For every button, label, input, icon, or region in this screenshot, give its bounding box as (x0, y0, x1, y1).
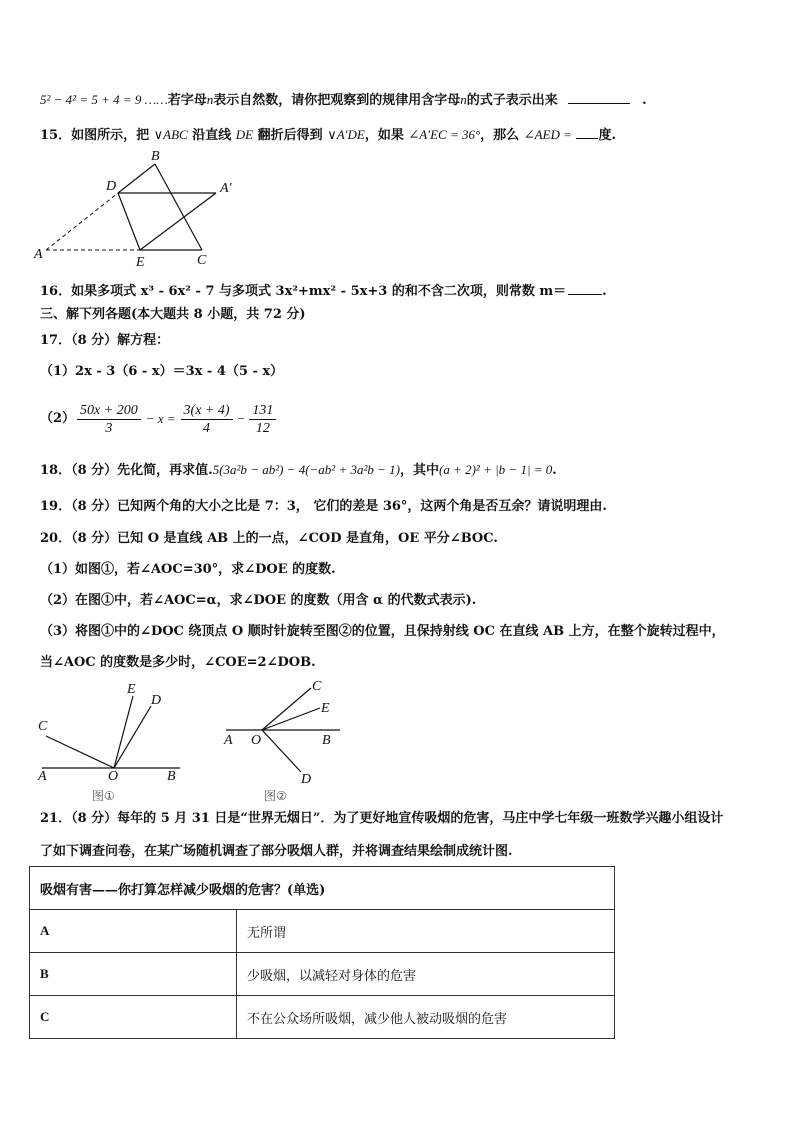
fig20-2-ray-oc (262, 688, 311, 730)
q15-question (40, 124, 616, 145)
q18-score: （8 分） (71, 463, 118, 478)
fig20-1-label-c: C (38, 719, 48, 734)
survey-row-c-value: 不在公众场所吸烟，减少他人被动吸烟的危害 (237, 996, 615, 1039)
q15-angle-question: ∠AED = (523, 127, 572, 142)
q15-answer-blank[interactable] (576, 124, 598, 139)
survey-row-a (30, 910, 615, 953)
q15-text3: 翻折后得到 (257, 128, 323, 143)
q15-angle-condition: ∠A′EC = 36° (408, 127, 481, 142)
q17-part1-label: （1） (40, 364, 76, 379)
q14-text-end: 的式子表示出来 (466, 93, 558, 108)
fig20-1-label-d: D (151, 693, 162, 708)
fig20-figure1 (30, 676, 200, 806)
q16-answer-blank[interactable] (568, 280, 602, 295)
q15-text2: 沿直线 (192, 128, 232, 143)
q18-text: 先化简，再求值. (117, 463, 213, 478)
q19-question (40, 498, 607, 516)
q20-part1: （1）如图①，若∠AOC=30°，求∠DOE 的度数. (40, 562, 336, 577)
q15-triangle-abc: ∨ABC (153, 127, 188, 142)
q20-part3-line1: （3）将图①中的∠DOC 绕顶点 O 顺时针旋转至图②的位置，且保持射线 OC 在直线 AB 上方，在整个旋转过程中， (40, 624, 725, 639)
fig20-2-ray-od (262, 730, 301, 772)
q17-frac3-num: 131 (249, 402, 276, 420)
survey-row-b-key: B (30, 953, 237, 996)
q16-number: 16． (40, 284, 72, 299)
q18-question (40, 461, 557, 480)
q19-number: 19． (40, 499, 72, 514)
q17-part2-mid: − x = (145, 411, 176, 426)
q15-text4: ，如果 (364, 128, 404, 143)
q17-frac1-num: 50x + 200 (77, 402, 141, 420)
q15-triangle-a-prime: ∨A′DE (327, 127, 365, 142)
q17-frac2-den: 4 (203, 420, 211, 436)
q17-frac1 (77, 402, 141, 437)
q18-text2: ，其中 (399, 463, 439, 478)
fig20-2-label-e: E (321, 701, 330, 716)
q14-var: n (206, 92, 214, 107)
fig20-2-label-o: O (251, 733, 262, 748)
section-3-heading: 三、解下列各题(本大题共 8 小题，共 72 分) (40, 307, 306, 322)
q17-frac2 (181, 402, 233, 437)
fig15-label-e: E (136, 255, 145, 270)
fig20-1-ray-oc (46, 736, 114, 768)
fig20-2-label-b: B (322, 733, 331, 748)
survey-header: 吸烟有害——你打算怎样减少吸烟的危害？(单选) (30, 867, 615, 910)
q14-answer-blank[interactable] (568, 89, 630, 104)
q16-question (40, 280, 607, 301)
fig20-1-label-a: A (38, 769, 47, 784)
fig20-2-label-d: D (301, 772, 312, 787)
q17-frac1-den: 3 (105, 420, 113, 436)
q17-part2-label: （2） (40, 411, 76, 426)
q14-tail (40, 89, 647, 110)
q18-condition: (a + 2)² + |b − 1| = 0 (439, 462, 553, 477)
q16-text: 如果多项式 x³ - 6x² - 7 与多项式 3x²+mx² - 5x+3 的和不含二次项，则常数 m＝ (71, 284, 567, 299)
q14-text: 若字母 (167, 93, 207, 108)
q17-part2 (40, 400, 278, 438)
fig20-1-caption: 图① (92, 789, 115, 803)
q19-text: 已知两个角的大小之比是 7：3， 它们的差是 36°，这两个角是否互余？请说明理由. (117, 499, 607, 514)
q14-formula: 5² − 4² = 5 + 4 = 9 …… (40, 92, 168, 107)
q21-number: 21． (40, 811, 72, 826)
survey-table (29, 866, 615, 1039)
q17-text: 解方程： (117, 333, 170, 348)
q17-part2-minus: − (236, 411, 246, 426)
q15-unit: 度. (598, 128, 616, 143)
q17-frac3 (249, 402, 276, 437)
fig15-label-a-prime: A′ (220, 181, 232, 196)
q17-score: （8 分） (71, 333, 118, 348)
q17-question (40, 332, 169, 350)
survey-row-b (30, 953, 615, 996)
q18-end: . (552, 463, 557, 478)
q15-number: 15． (40, 128, 72, 143)
fig15-label-c: C (197, 253, 207, 268)
fig15-dashed-ad (46, 193, 118, 250)
fig20-2-label-a: A (224, 733, 233, 748)
survey-row-a-key: A (30, 910, 237, 953)
fig15-seg-de (118, 193, 140, 250)
q21-question-line1 (40, 810, 723, 828)
fig20-2-label-c: C (312, 679, 322, 694)
survey-row-c-key: C (30, 996, 237, 1039)
q19-score: （8 分） (71, 499, 118, 514)
q20-part3-line2: 当∠AOC 的度数是多少时，∠COE=2∠DOB. (40, 655, 316, 670)
fig15-triangle-fold (30, 148, 250, 270)
q15-line-de: DE (235, 127, 254, 142)
q18-number: 18． (40, 463, 72, 478)
q20-number: 20． (40, 531, 72, 546)
q17-frac2-num: 3(x + 4) (181, 402, 233, 420)
q16-end: . (602, 284, 607, 299)
q21-text-line1: 每年的 5 月 31 日是“世界无烟日”．为了更好地宣传吸烟的危害，马庄中学七年级一班数学兴趣小组设计 (117, 811, 724, 826)
q17-part1-equation: 2x - 3（6 - x）＝3x - 4（5 - x） (75, 364, 284, 379)
survey-header-row (30, 867, 615, 910)
q17-part1 (40, 363, 283, 381)
fig15-label-d: D (106, 179, 117, 194)
q20-part2: （2）在图①中，若∠AOC=α，求∠DOE 的度数（用含 α 的代数式表示). (40, 593, 477, 608)
q17-number: 17． (40, 333, 72, 348)
fig20-1-label-e: E (127, 682, 136, 697)
q14-period: . (642, 93, 647, 108)
q18-expression: 5(3a²b − ab²) − 4(−ab² + 3a²b − 1) (212, 462, 400, 477)
q20-score: （8 分） (71, 531, 118, 546)
survey-row-a-value: 无所谓 (237, 910, 615, 953)
fig20-1-ray-oe (114, 696, 133, 768)
fig20-figure2 (218, 676, 348, 806)
q21-question-line2: 了如下调查问卷，在某广场随机调查了部分吸烟人群，并将调查结果绘制成统计图. (40, 844, 513, 859)
q17-frac3-den: 12 (255, 420, 270, 436)
fig15-seg-db (118, 164, 155, 193)
q20-text: 已知 O 是直线 AB 上的一点，∠COD 是直角，OE 平分∠BOC. (117, 531, 498, 546)
fig15-label-b: B (151, 149, 160, 164)
q20-question (40, 530, 498, 548)
fig20-1-ray-od (114, 706, 151, 768)
fig20-2-ray-oe (262, 708, 320, 730)
fig20-2-caption: 图② (264, 789, 287, 803)
q15-text: 如图所示，把 (71, 128, 150, 143)
q15-text5: ，那么 (480, 128, 520, 143)
fig20-1-label-o: O (108, 769, 119, 784)
q14-var2: n (460, 92, 467, 107)
fig15-seg-a-prime-e (140, 193, 216, 250)
q14-text-mid: 表示自然数，请你把观察到的规律用含字母 (213, 93, 461, 108)
fig15-label-a: A (34, 247, 43, 262)
survey-row-c (30, 996, 615, 1039)
q21-score: （8 分） (71, 811, 118, 826)
fig15-seg-bc (155, 164, 202, 250)
fig20-1-label-b: B (167, 769, 176, 784)
survey-row-b-value: 少吸烟，以减轻对身体的危害 (237, 953, 615, 996)
